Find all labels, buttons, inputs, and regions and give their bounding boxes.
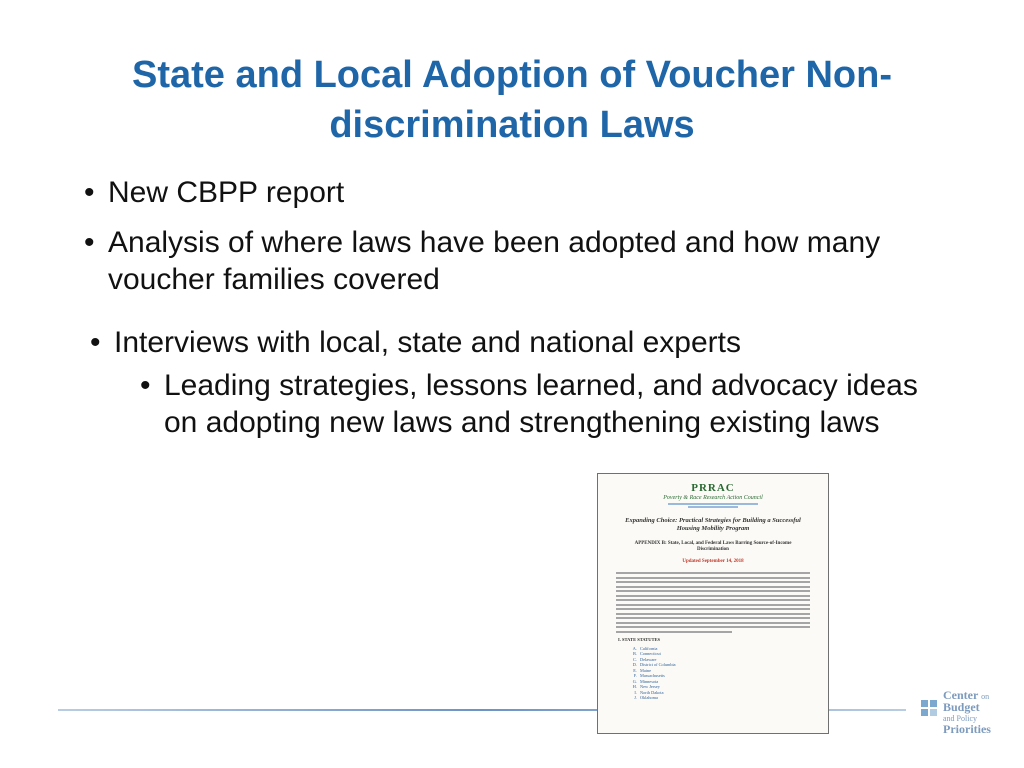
- bullet-marker: •: [84, 176, 95, 209]
- logo-line-4: Priorities: [943, 722, 991, 736]
- doc-state-item: A. California: [638, 646, 828, 652]
- logo-line-1: Center: [943, 688, 979, 702]
- doc-appendix: APPENDIX B: State, Local, and Federal Laws Barring Source-of-Income Discrimination: [634, 541, 792, 552]
- doc-state-item: D. District of Columbia: [638, 662, 828, 668]
- doc-state-item: E. Maine: [638, 668, 828, 674]
- cbpp-logo: [921, 690, 993, 734]
- doc-state-item: H. New Jersey: [638, 684, 828, 690]
- doc-state-item: B. Connecticut: [638, 651, 828, 657]
- bullet-text: New CBPP report: [108, 176, 345, 209]
- doc-state-item: J. Oklahoma: [638, 695, 828, 701]
- doc-state-item: I. North Dakota: [638, 690, 828, 696]
- logo-mark-icon: [921, 700, 939, 720]
- bullet-text: Interviews with local, state and national experts: [114, 326, 741, 359]
- doc-section-heading: I. STATE STATUTES: [618, 636, 661, 642]
- doc-title: Expanding Choice: Practical Strategies for Building a Successful Housing Mobility Program: [625, 517, 801, 532]
- report-thumbnail: [597, 473, 829, 734]
- logo-line-1-small: on: [981, 692, 990, 701]
- doc-org: PRRAC: [691, 482, 735, 494]
- doc-state-item: C. Delaware: [638, 657, 828, 663]
- doc-updated: Updated September 14, 2018: [682, 559, 744, 564]
- bullet-marker: •: [84, 226, 95, 259]
- bullet-marker: •: [140, 369, 151, 402]
- doc-body-text: [616, 572, 810, 633]
- bullet-text: Leading strategies, lessons learned, and advocacy ideas on adopting new laws and strengthening existing laws: [164, 369, 918, 439]
- doc-state-list: [638, 646, 828, 701]
- doc-address-lines: [598, 503, 828, 508]
- bullet-item: [84, 174, 904, 211]
- bullet-item: [90, 324, 910, 361]
- doc-org-sub: Poverty & Race Research Action Council: [663, 495, 763, 501]
- sub-bullet-item: [140, 367, 930, 441]
- logo-text: [943, 690, 991, 735]
- doc-state-item: F. Massachusetts: [638, 673, 828, 679]
- bullet-text: Analysis of where laws have been adopted and how many voucher families covered: [108, 226, 881, 296]
- slide-title: State and Local Adoption of Voucher Non-discrimination Laws: [132, 54, 892, 146]
- bullet-marker: •: [90, 326, 101, 359]
- bullet-item: [84, 224, 904, 298]
- doc-state-item: G. Minnesota: [638, 679, 828, 685]
- logo-line-2: Budget: [943, 700, 980, 714]
- logo-line-3: and Policy: [943, 714, 977, 723]
